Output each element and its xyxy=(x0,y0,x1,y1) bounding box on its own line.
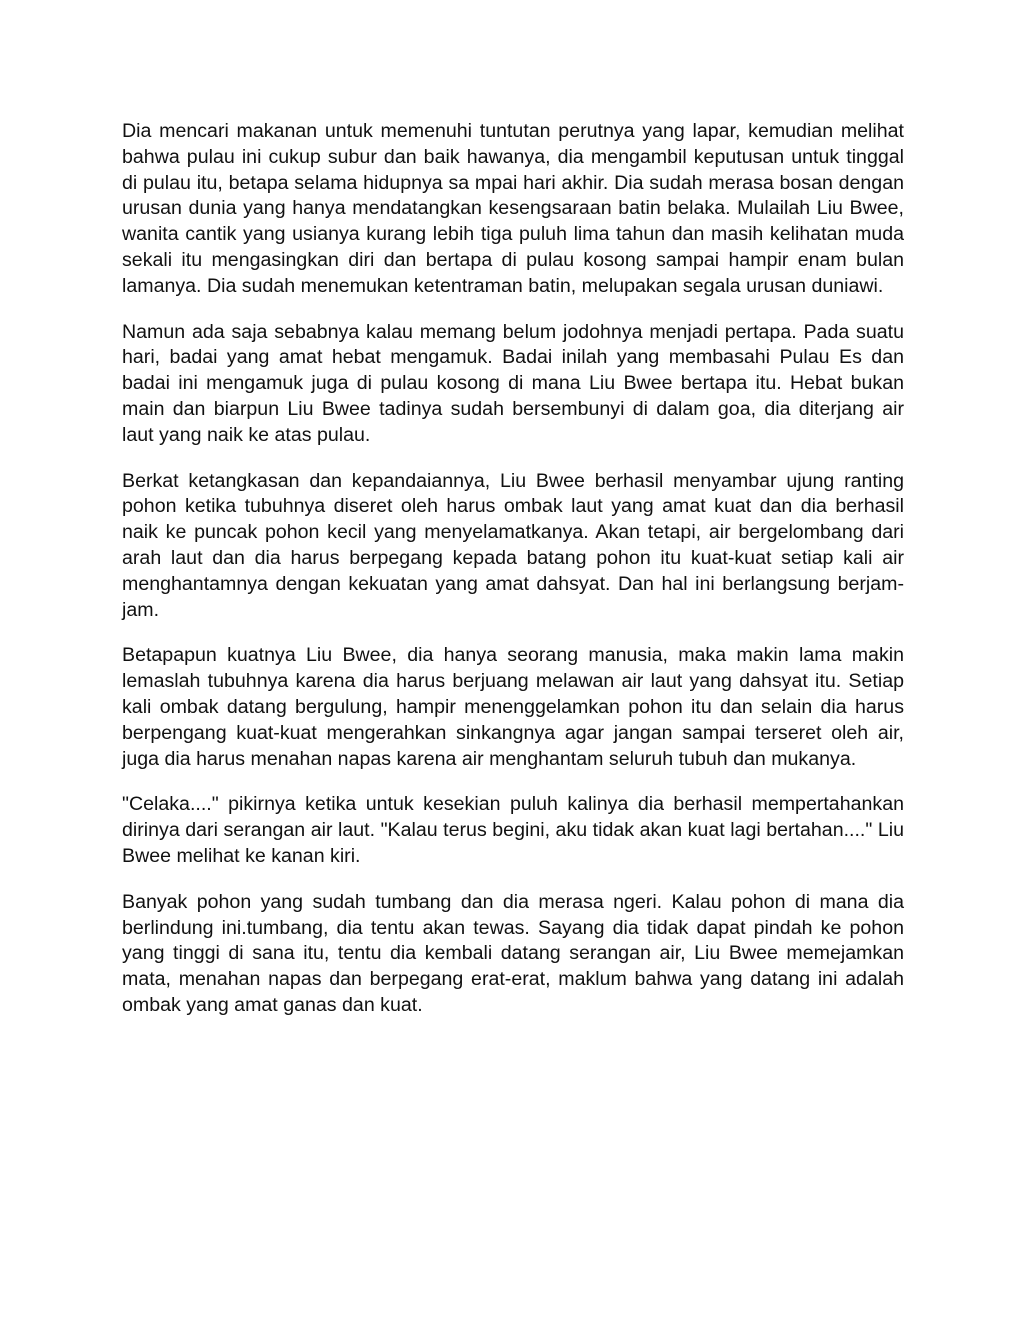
paragraph-6: Banyak pohon yang sudah tumbang dan dia merasa ngeri. Kalau pohon di mana dia berlindung ini.tumbang, dia tentu akan tewas. Sayang dia tidak dapat pindah ke pohon yang tinggi di sana itu, tentu dia kembali datang serangan air, Liu Bwee memejamkan mata, menahan napas dan berpegang erat-erat, maklum bahwa yang datang ini adalah ombak yang amat ganas dan kuat. xyxy=(122,890,904,1016)
paragraph-3: Berkat ketangkasan dan kepandaiannya, Liu Bwee berhasil menyambar ujung ranting pohon ketika tubuhnya diseret oleh harus ombak laut yang amat kuat dan dia berhasil naik ke puncak pohon kecil yang menyelamatkanya. Akan tetapi, air bergelombang dari arah laut dan dia harus berpegang kepada batang pohon itu kuat-kuat setiap kali air menghantamnya dengan kekuatan yang amat dahsyat. Dan hal ini berlangsung berjam-jam. xyxy=(122,469,904,621)
paragraph-4: Betapapun kuatnya Liu Bwee, dia hanya seorang manusia, maka makin lama makin lemaslah tubuhnya karena dia harus berjuang melawan air laut yang dahsyat itu. Setiap kali ombak datang bergulung, hampir menenggelamkan pohon itu dan selain dia harus berpengang kuat-kuat mengerahkan sinkangnya agar jangan sampai terseret oleh air, juga dia harus menahan napas karena air menghantam seluruh tubuh dan mukanya. xyxy=(122,644,904,770)
paragraph-1: Dia mencari makanan untuk memenuhi tuntutan perutnya yang lapar, kemudian melihat bahwa pulau ini cukup subur dan baik hawanya, dia mengambil keputusan untuk tinggal di pulau itu, betapa selama hidupnya sa mpai hari akhir. Dia sudah merasa bosan dengan urusan dunia yang hanya mendatangkan kesengsaraan batin belaka. Mulailah Liu Bwee, wanita cantik yang usianya kurang lebih tiga puluh lima tahun dan masih kelihatan muda sekali itu mengasingkan diri dan bertapa di pulau kosong sampai hampir enam bulan lamanya. Dia sudah menemukan ketentraman batin, melupakan segala urusan duniawi. xyxy=(122,120,904,297)
document-page xyxy=(122,119,904,1039)
paragraph-5: "Celaka...." pikirnya ketika untuk kesekian puluh kalinya dia berhasil mempertahankan dirinya dari serangan air laut. "Kalau terus begini, aku tidak akan kuat lagi bertahan...." Liu Bwee melihat ke kanan kiri. xyxy=(122,793,904,867)
paragraph-2: Namun ada saja sebabnya kalau memang belum jodohnya menjadi pertapa. Pada suatu hari, badai yang amat hebat mengamuk. Badai inilah yang membasahi Pulau Es dan badai ini mengamuk juga di pulau kosong di mana Liu Bwee bertapa itu. Hebat bukan main dan biarpun Liu Bwee tadinya sudah bersembunyi di dalam goa, dia diterjang air laut yang naik ke atas pulau. xyxy=(122,320,904,446)
